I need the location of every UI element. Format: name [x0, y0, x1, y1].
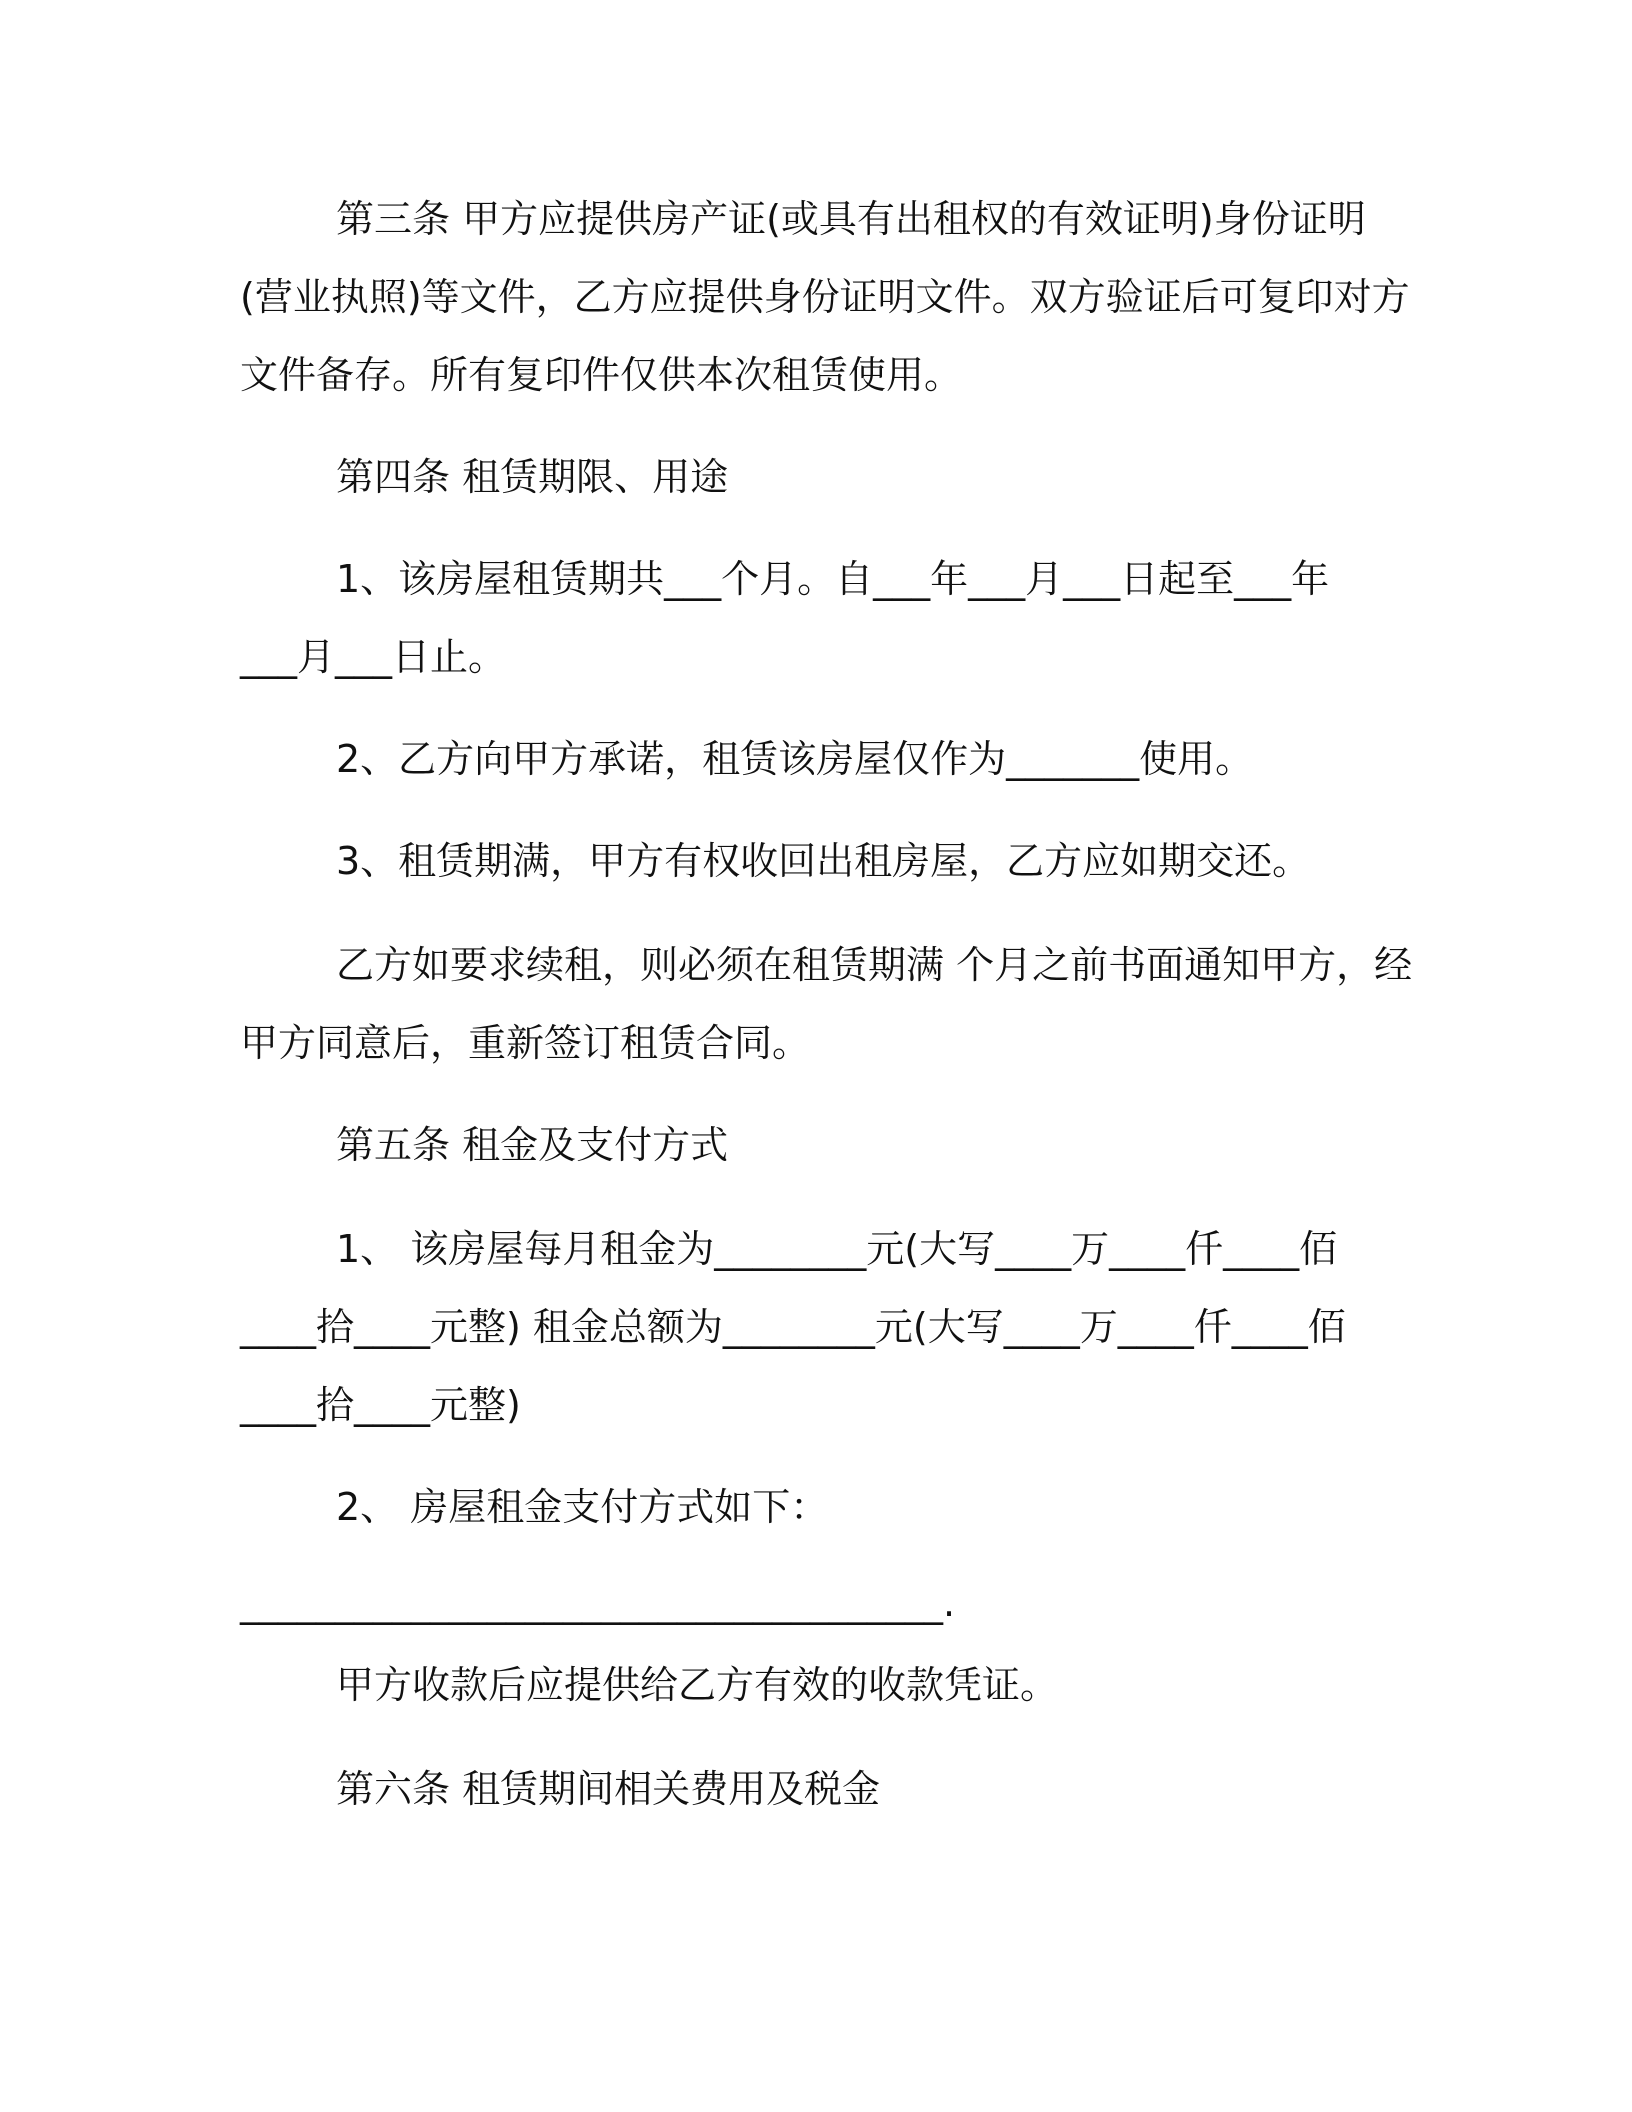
article-4-item-1: [240, 540, 1400, 696]
article-3-paragraph: [240, 180, 1410, 414]
article-5-item-2-line: 2、 房屋租金支付方式如下：: [336, 1485, 829, 1529]
renewal-line-2: 甲方同意后，重新签订租赁合同。: [240, 1021, 811, 1065]
receipt-paragraph: [240, 1646, 1400, 1724]
article-4-item-3-line: 3、租赁期满，甲方有权收回出租房屋，乙方应如期交还。: [336, 839, 1311, 883]
article-5-item-1-line-2: ____拾____元整) 租金总额为________元(大写____万____仟____佰: [240, 1305, 1346, 1349]
renewal-paragraph: [240, 926, 1413, 1082]
article-6-heading-line: 第六条 租赁期间相关费用及税金: [336, 1767, 881, 1811]
renewal-line-1: 乙方如要求续租，则必须在租赁期满 个月之前书面通知甲方，经: [336, 943, 1413, 987]
article-4-item-1-line-1: 1、该房屋租赁期共___个月。自___年___月___日起至___年: [336, 557, 1330, 601]
payment-method-blank: [240, 1564, 1400, 1642]
article-4-item-2: [240, 720, 1400, 798]
article-5-item-2: [240, 1468, 1400, 1546]
article-4-heading: [240, 438, 1400, 516]
article-4-heading-line: 第四条 租赁期限、用途: [336, 455, 729, 499]
article-4-item-3: [240, 822, 1400, 900]
article-5-heading: [240, 1106, 1400, 1184]
receipt-line: 甲方收款后应提供给乙方有效的收款凭证。: [336, 1663, 1059, 1707]
article-3-line-1: 第三条 甲方应提供房产证(或具有出租权的有效证明)身份证明: [336, 197, 1366, 241]
article-5-heading-line: 第五条 租金及支付方式: [336, 1123, 729, 1167]
article-3-line-2: (营业执照)等文件，乙方应提供身份证明文件。双方验证后可复印对方: [240, 275, 1410, 319]
article-3-line-3: 文件备存。所有复印件仅供本次租赁使用。: [240, 353, 963, 397]
article-5-item-1: [240, 1210, 1400, 1444]
article-4-item-2-line: 2、乙方向甲方承诺，租赁该房屋仅作为_______使用。: [336, 737, 1254, 781]
article-4-item-1-line-2: ___月___日止。: [240, 635, 507, 679]
article-5-item-1-line-3: ____拾____元整): [240, 1383, 521, 1427]
article-5-item-1-line-1: 1、 该房屋每月租金为________元(大写____万____仟____佰: [336, 1227, 1338, 1271]
payment-method-blank-line: _____________________________________.: [240, 1581, 956, 1625]
article-6-heading: [240, 1750, 1400, 1828]
